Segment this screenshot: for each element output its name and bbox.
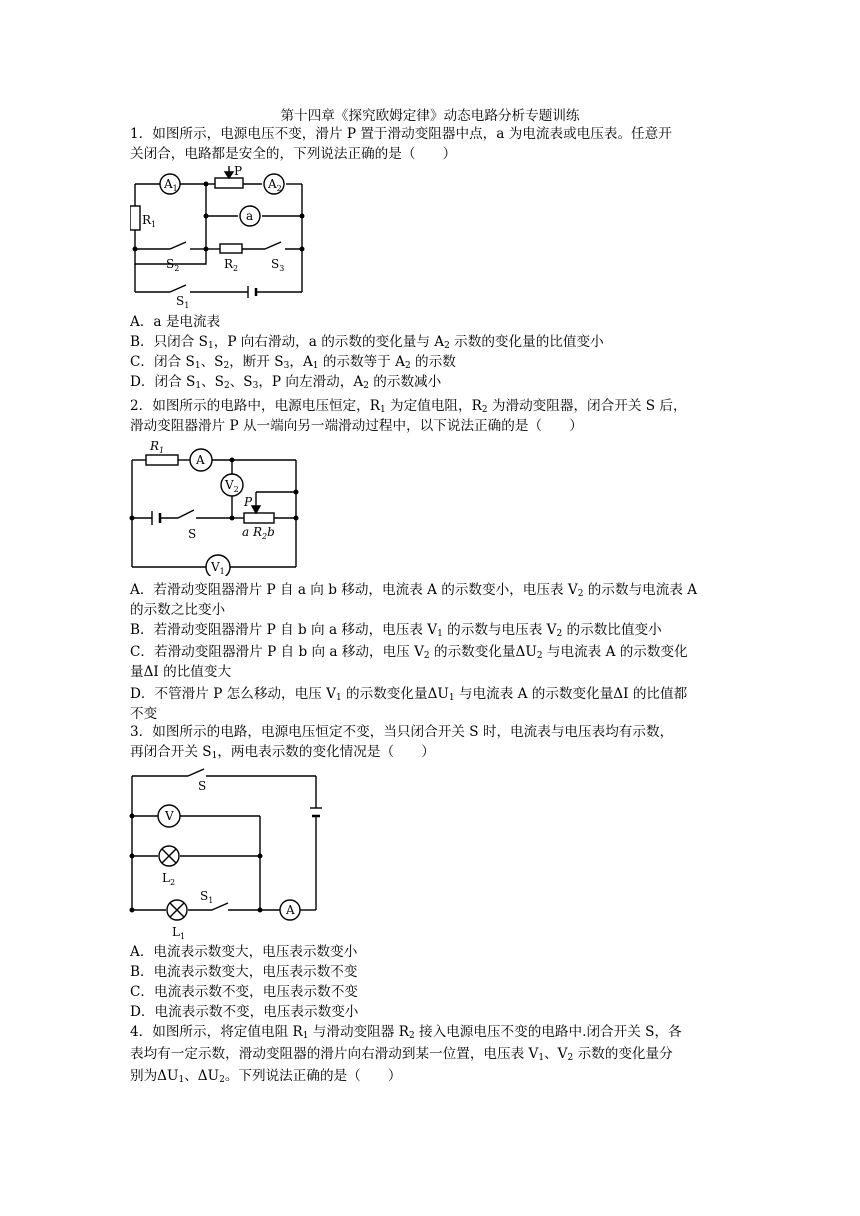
q2-v2-label: $V_2$ [225, 478, 239, 494]
q2-option-a-line2: 的示数之比变小 [130, 602, 226, 618]
q2-option-c-line1: C．若滑动变阻器滑片 P 自 b 向 a 移动，电压 $V_2$ 的示数变化量$\Delta U_2$ 与电流表 A 的示数变化 [130, 644, 688, 661]
q1-stem-line1: 1．如图所示，电源电压不变，滑片 P 置于滑动变阻器中点，a 为电流表或电压表。任意开 [130, 126, 672, 142]
q3-ammeter-label: A [286, 903, 295, 917]
q2-option-d-line2: 不变 [130, 706, 158, 722]
page-title: 第十四章《探究欧姆定律》动态电路分析专题训练 [280, 108, 580, 124]
q3-stem-line2: 再闭合开关 $S_1$，两电表示数的变化情况是（ ） [130, 744, 435, 761]
q2-ammeter-label: A [196, 453, 205, 467]
q3-switch-s-label: S [198, 779, 207, 793]
q1-option-b: B．只闭合 $S_1$，P 向右滑动，a 的示数的变化量与 $A_2$ 示数的变化量的比值变小 [130, 334, 604, 351]
q1-meter-a1-label: $A_1$ [164, 177, 178, 193]
q1-option-d: D．闭合 $S_1$、$S_2$、$S_3$，P 向左滑动，$A_2$ 的示数减小 [130, 374, 442, 391]
q2-slider-p-label: P [244, 495, 253, 509]
q1-r2-label: $R_2$ [224, 257, 239, 273]
q1-option-c: C．闭合 $S_1$、$S_2$，断开 $S_3$，$A_1$ 的示数等于 $A_2$ 的示数 [130, 354, 456, 371]
q1-slider-p-label: P [234, 164, 243, 178]
q3-l2-label: $L_2$ [162, 871, 176, 887]
q3-option-b: B．电流表示数变大，电压表示数不变 [130, 964, 358, 980]
q3-stem-line1: 3．如图所示的电路，电源电压恒定不变，当只闭合开关 S 时，电流表与电压表均有示数， [130, 724, 674, 740]
q3-voltmeter-label: V [165, 809, 174, 823]
q3-option-c: C．电流表示数不变，电压表示数不变 [130, 984, 358, 1000]
q2-r1-label: $R_1$ [150, 439, 165, 455]
q2-option-a-line1: A．若滑动变阻器滑片 P 自 a 向 b 移动，电流表 A 的示数变小，电压表 $V_2$ 的示数与电流表 A [130, 582, 698, 599]
q2-stem-line2: 滑动变阻器滑片 P 从一端向另一端滑动过程中，以下说法正确的是（ ） [130, 418, 583, 434]
q3-s1-label: $S_1$ [200, 889, 214, 905]
q1-meter-a-label: a [246, 209, 254, 223]
q2-rheostat-label: a $R_2b$ [242, 525, 275, 541]
q1-meter-a2-label: $A_2$ [268, 177, 282, 193]
q1-s2-label: $S_2$ [166, 257, 180, 273]
q4-stem-line1: 4．如图所示，将定值电阻 $R_1$ 与滑动变阻器 $R_2$ 接入电源电压不变的电路中.闭合开关 S，各 [130, 1024, 682, 1041]
q2-v1-label: $V_1$ [211, 560, 225, 576]
q1-option-a: A．a 是电流表 [130, 314, 221, 330]
q3-option-d: D．电流表示数不变，电压表示数变小 [130, 1004, 359, 1020]
q1-r1-label: $R_1$ [142, 213, 157, 229]
q2-circuit-diagram [128, 434, 303, 576]
q3-l1-label: $L_1$ [172, 925, 186, 940]
q3-circuit-diagram [128, 764, 328, 940]
q4-stem-line3: 别为$\Delta U_1$、$\Delta U_2$。下列说法正确的是（ ） [130, 1068, 402, 1085]
q1-stem-line2: 关闭合，电路都是安全的，下列说法正确的是（ ） [130, 146, 457, 162]
q2-option-d-line1: D．不管滑片 P 怎么移动，电压 $V_1$ 的示数变化量$\Delta U_1$ 与电流表 A 的示数变化量ΔI 的比值都 [130, 686, 688, 703]
q1-s3-label: $S_3$ [271, 257, 285, 273]
q1-s1-label: $S_1$ [176, 294, 190, 310]
q2-stem-line1: 2．如图所示的电路中，电源电压恒定，$R_1$ 为定值电阻，$R_2$ 为滑动变阻器，闭合开关 S 后， [130, 398, 687, 415]
q2-switch-s-label: S [188, 527, 197, 541]
q1-circuit-diagram [130, 164, 310, 310]
q3-option-a: A．电流表示数变大，电压表示数变小 [130, 944, 358, 960]
q2-option-b: B．若滑动变阻器滑片 P 自 b 向 a 移动，电压表 $V_1$ 的示数与电压表 $V_2$ 的示数比值变小 [130, 622, 662, 639]
q4-stem-line2: 表均有一定示数，滑动变阻器的滑片向右滑动到某一位置，电压表 $V_1$、$V_2$ 示数的变化量分 [130, 1046, 673, 1063]
q2-option-c-line2: 量ΔI 的比值变大 [130, 664, 232, 680]
